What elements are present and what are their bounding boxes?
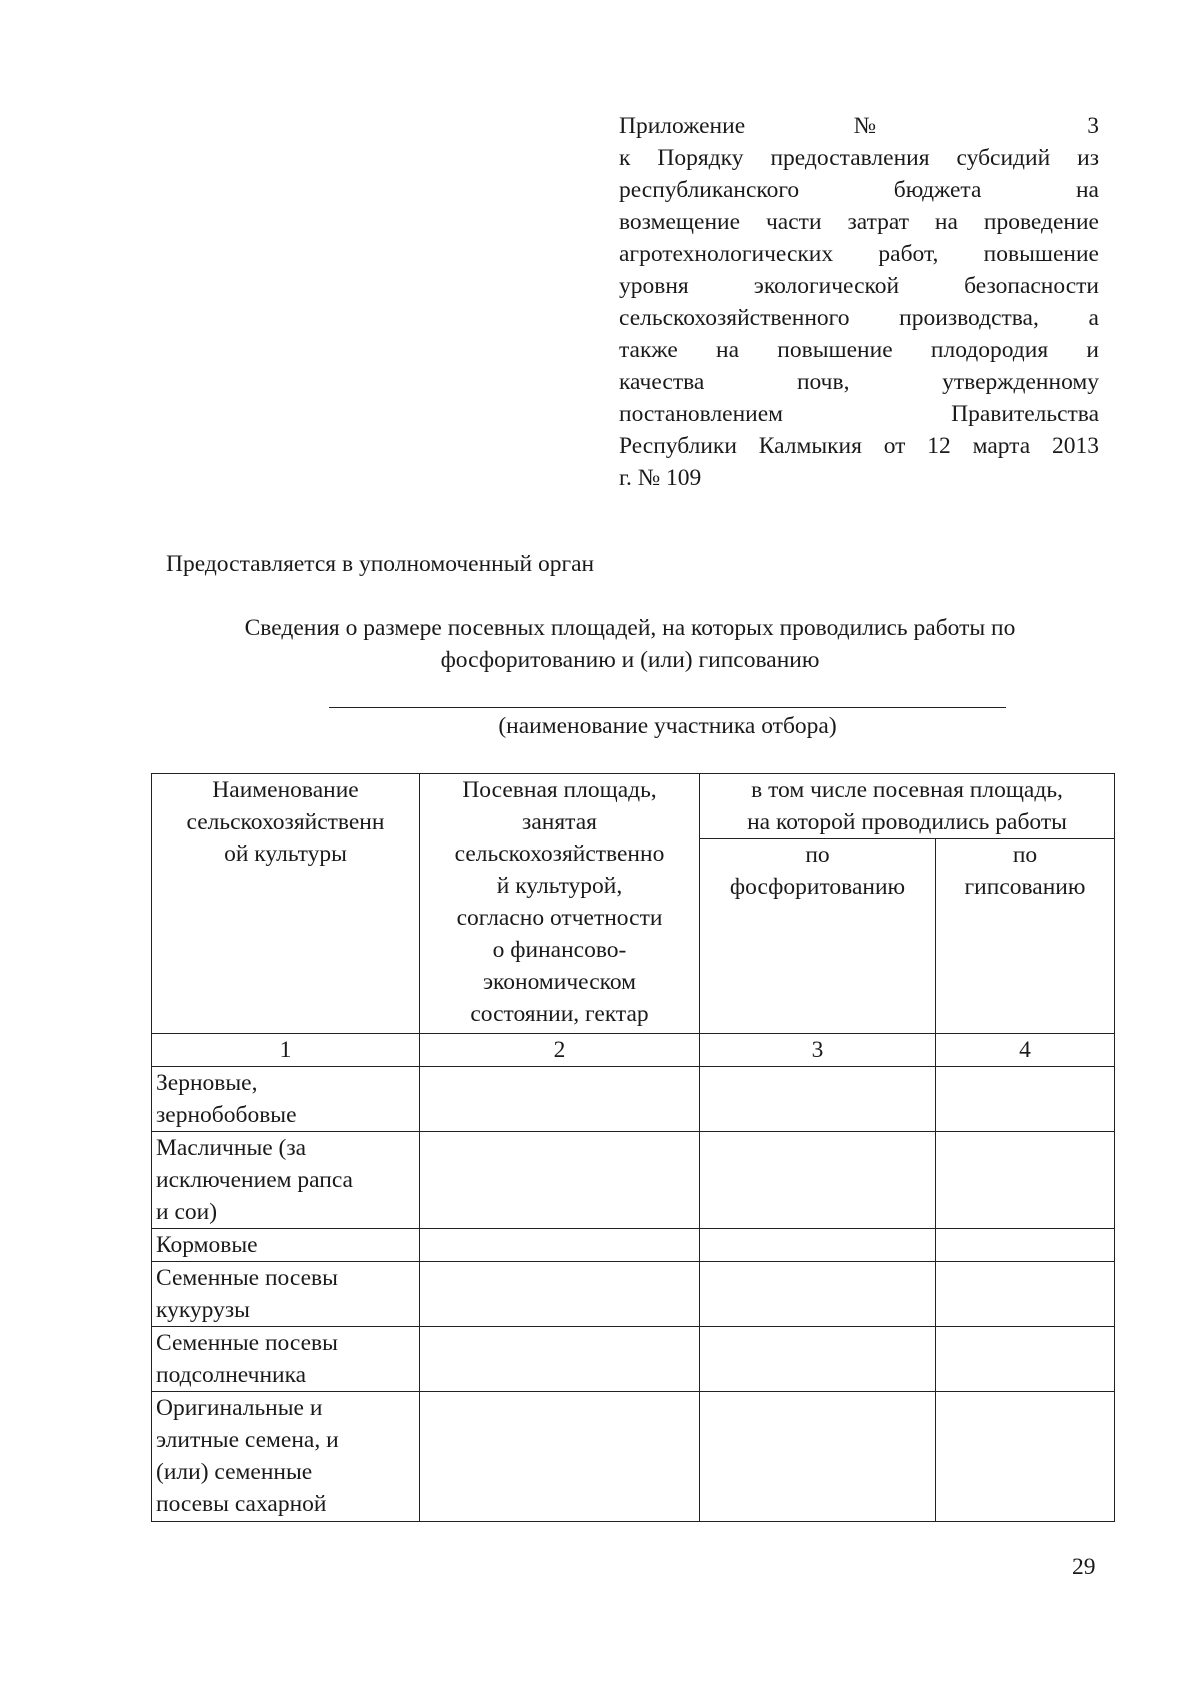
header-text: в том числе посевная площадь, [751, 777, 1063, 803]
sown-area-cell [420, 1132, 700, 1229]
appendix-line: сельскохозяйственного производства, а [619, 305, 1099, 331]
crop-name-line: подсолнечника [156, 1362, 307, 1388]
gypsuming-cell [936, 1229, 1115, 1262]
crop-name-line: элитные семена, и [156, 1427, 339, 1453]
appendix-line: возмещение части затрат на проведение [619, 209, 1099, 235]
heading-line-2: фосфоритованию и (или) гипсованию [440, 647, 820, 673]
header-text: й культурой, [496, 873, 623, 899]
crop-name-line: (или) семенные [156, 1459, 313, 1485]
sown-area-cell [420, 1067, 700, 1132]
phosphoriting-cell [700, 1262, 936, 1327]
crop-name-line: Зерновые, [156, 1070, 258, 1096]
header-gypsuming [936, 839, 1115, 1034]
sown-area-table [151, 773, 1115, 1522]
appendix-line: г. № 109 [619, 465, 702, 491]
appendix-line: агротехнологических работ, повышение [619, 241, 1099, 267]
crop-name-line: Масличные (за [156, 1135, 307, 1161]
sown-area-cell [420, 1392, 700, 1522]
header-sown-area [420, 774, 700, 1034]
gypsuming-cell [936, 1392, 1115, 1522]
crop-name-line: зернобобовые [156, 1102, 297, 1128]
appendix-line: уровня экологической безопасности [619, 273, 1099, 299]
crop-name-cell [152, 1229, 420, 1262]
column-number: 1 [152, 1034, 420, 1067]
gypsuming-cell [936, 1067, 1115, 1132]
crop-name-cell [152, 1262, 420, 1327]
crop-name-line: Семенные посевы [156, 1330, 338, 1356]
header-text: по [1012, 842, 1038, 868]
appendix-line: качества почв, утвержденному [619, 369, 1099, 395]
appendix-line: Республики Калмыкия от 12 марта 2013 [619, 433, 1099, 459]
header-text: Наименование [212, 777, 359, 803]
header-text: согласно отчетности [456, 905, 663, 931]
appendix-line: также на повышение плодородия и [619, 337, 1099, 363]
header-text: на которой проводились работы [747, 809, 1067, 835]
gypsuming-cell [936, 1327, 1115, 1392]
header-text: занятая [522, 809, 597, 835]
header-text: экономическом [482, 969, 637, 995]
phosphoriting-cell [700, 1132, 936, 1229]
sown-area-cell [420, 1229, 700, 1262]
crop-name-line: Семенные посевы [156, 1265, 338, 1291]
appendix-line: Приложение № 3 [619, 113, 1099, 139]
header-text: гипсованию [964, 874, 1086, 900]
sown-area-cell [420, 1262, 700, 1327]
header-text: сельскохозяйственно [454, 841, 665, 867]
crop-name-line: посевы сахарной [156, 1491, 327, 1517]
appendix-line: к Порядку предоставления субсидий из [619, 145, 1099, 171]
crop-name-cell [152, 1067, 420, 1132]
crop-name-cell [152, 1132, 420, 1229]
column-number: 3 [700, 1034, 936, 1067]
appendix-line: постановлением Правительства [619, 401, 1099, 427]
header-text: состоянии, гектар [470, 1001, 649, 1027]
submitted-to: Предоставляется в уполномоченный орган [166, 551, 595, 577]
header-phosphoriting [700, 839, 936, 1034]
phosphoriting-cell [700, 1229, 936, 1262]
appendix-line: республиканского бюджета на [619, 177, 1099, 203]
phosphoriting-cell [700, 1392, 936, 1522]
crop-name-line: кукурузы [156, 1297, 250, 1323]
column-number: 4 [936, 1034, 1115, 1067]
crop-name-line: исключением рапса [156, 1167, 353, 1193]
header-text: фосфоритованию [729, 874, 906, 900]
participant-name-line [329, 707, 1006, 708]
gypsuming-cell [936, 1132, 1115, 1229]
crop-name-line: и сои) [156, 1199, 218, 1225]
header-text: сельскохозяйственн [186, 809, 385, 835]
gypsuming-cell [936, 1262, 1115, 1327]
phosphoriting-cell [700, 1327, 936, 1392]
page-number: 29 [1072, 1554, 1096, 1580]
crop-name-line: Оригинальные и [156, 1395, 323, 1421]
crop-name-line: Кормовые [156, 1232, 258, 1258]
header-crop-name [152, 774, 420, 1034]
appendix-header [619, 110, 1099, 494]
header-text: по [805, 842, 830, 868]
phosphoriting-cell [700, 1067, 936, 1132]
header-including [700, 774, 1115, 839]
crop-name-cell [152, 1392, 420, 1522]
sown-area-cell [420, 1327, 700, 1392]
column-number: 2 [420, 1034, 700, 1067]
participant-caption: (наименование участника отбора) [498, 713, 837, 739]
header-text: ой культуры [224, 841, 347, 867]
header-text: о финансово- [492, 937, 627, 963]
crop-name-cell [152, 1327, 420, 1392]
header-text: Посевная площадь, [462, 777, 657, 803]
heading-line-1: Сведения о размере посевных площадей, на которых проводились работы по [244, 615, 1016, 641]
document-heading [150, 612, 1110, 676]
